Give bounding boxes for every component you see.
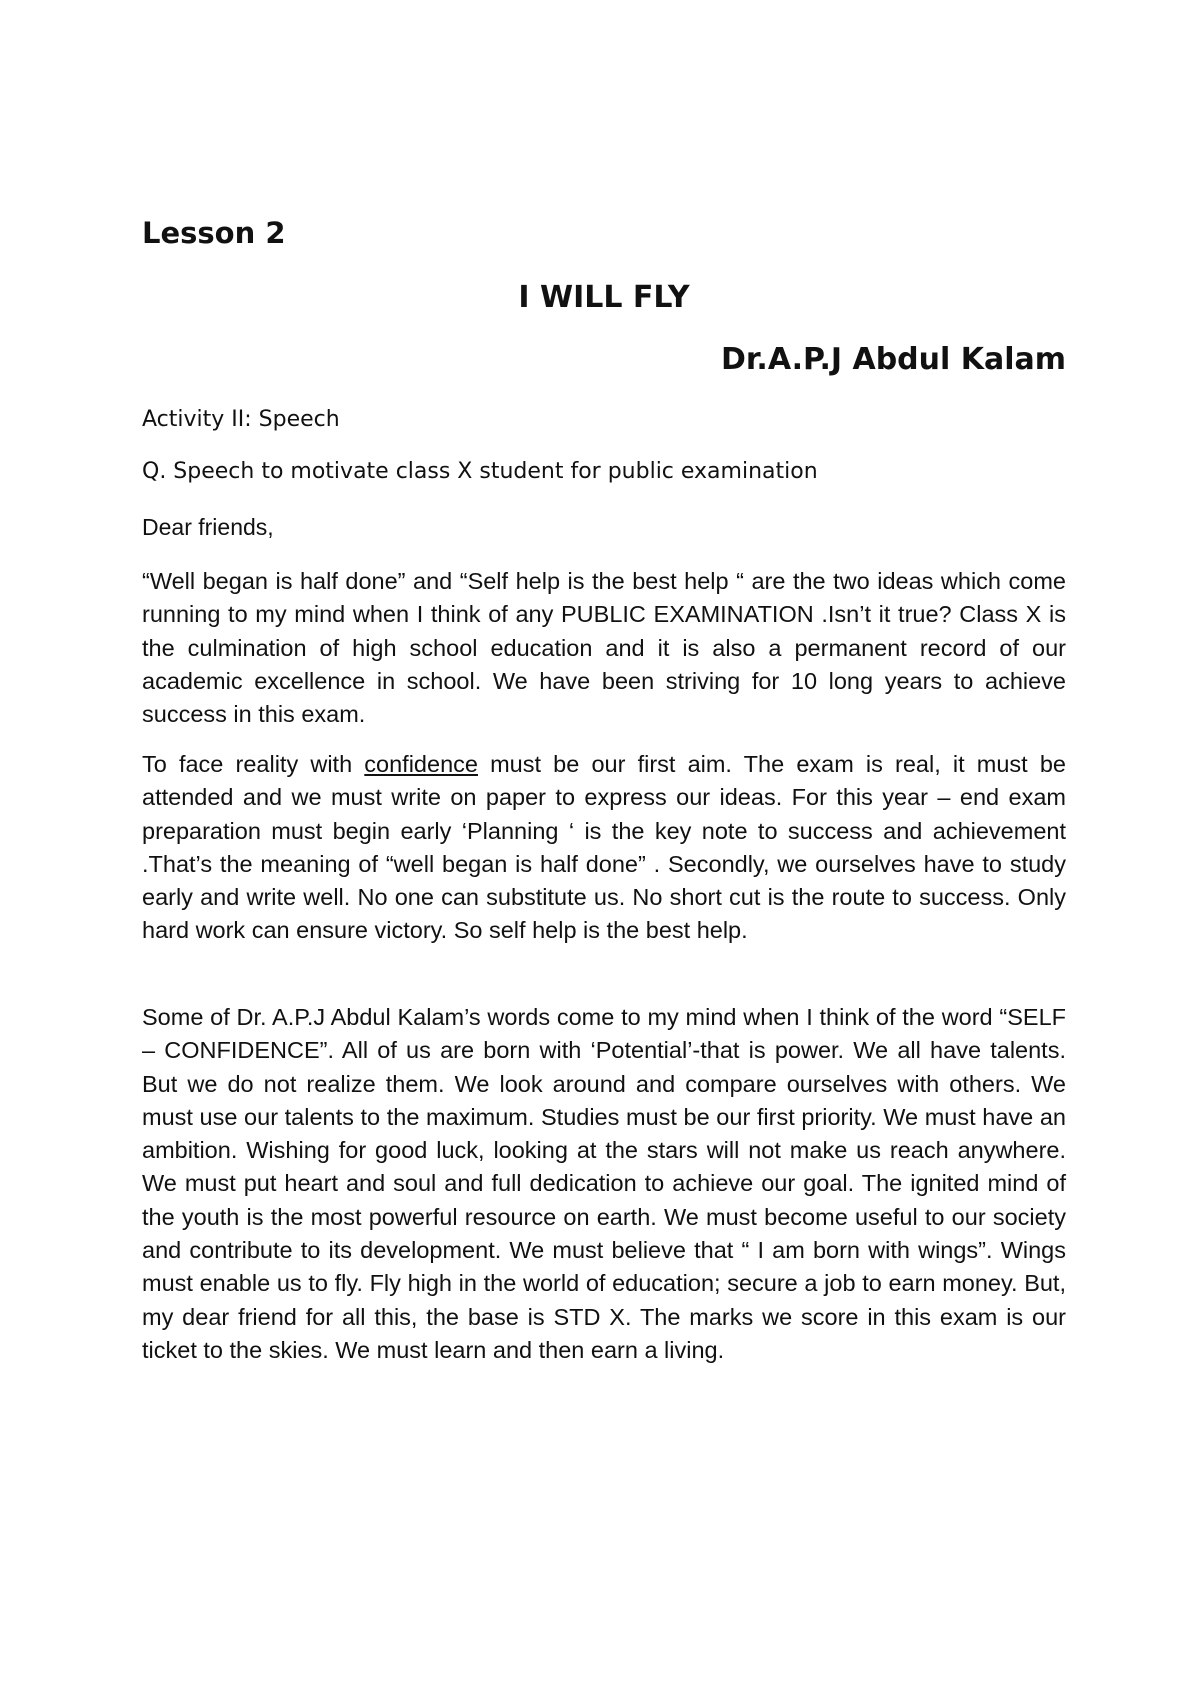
paragraph-2-start: To face reality with <box>142 751 365 777</box>
lesson-heading: Lesson 2 <box>142 216 286 250</box>
activity-label: Activity II: Speech <box>142 407 340 432</box>
greeting-text: Dear friends, <box>142 514 274 540</box>
document-page <box>142 0 1066 1698</box>
paragraph-1: “Well began is half done” and “Self help is the best help “ are the two ideas which come running to my mind when I think of any PUBLIC EXAMINATION .Isn’t it true? Class X is the culmination of high school education and it is also a permanent record of our academic excellence in school. We have been striving for 10 long years to achieve success in this exam. <box>142 568 1066 728</box>
page-title: I WILL FLY <box>518 280 690 315</box>
paragraph-2 <box>142 748 1066 948</box>
paragraph-2-rest: must be our first aim. The exam is real, it must be attended and we must write on paper to express our ideas. For this year – end exam preparation must begin early ‘Planning ‘ is the key note to success and achievement .That’s the meaning of “well began is half done” . Secondly, we ourselves have to study early and write well. No one can substitute us. No short cut is the route to success. Only hard work can ensure victory. So self help is the best help. <box>142 751 1066 944</box>
author-name: Dr.A.P.J Abdul Kalam <box>721 342 1066 377</box>
question-text: Q. Speech to motivate class X student for public examination <box>142 459 818 484</box>
paragraph-3: Some of Dr. A.P.J Abdul Kalam’s words come to my mind when I think of the word “SELF – CONFIDENCE”. All of us are born with ‘Potential’-that is power. We all have talents. But we do not realize them. We look around and compare ourselves with others. We must use our talents to the maximum. Studies must be our first priority. We must have an ambition. Wishing for good luck, looking at the stars will not make us reach anywhere. We must put heart and soul and full dedication to achieve our goal. The ignited mind of the youth is the most powerful resource on earth. We must become useful to our society and contribute to its development. We must believe that “ I am born with wings”. Wings must enable us to fly. Fly high in the world of education; secure a job to earn money. But, my dear friend for all this, the base is STD X. The marks we score in this exam is our ticket to the skies. We must learn and then earn a living. <box>142 1004 1066 1363</box>
underlined-word: confidence <box>364 751 478 777</box>
